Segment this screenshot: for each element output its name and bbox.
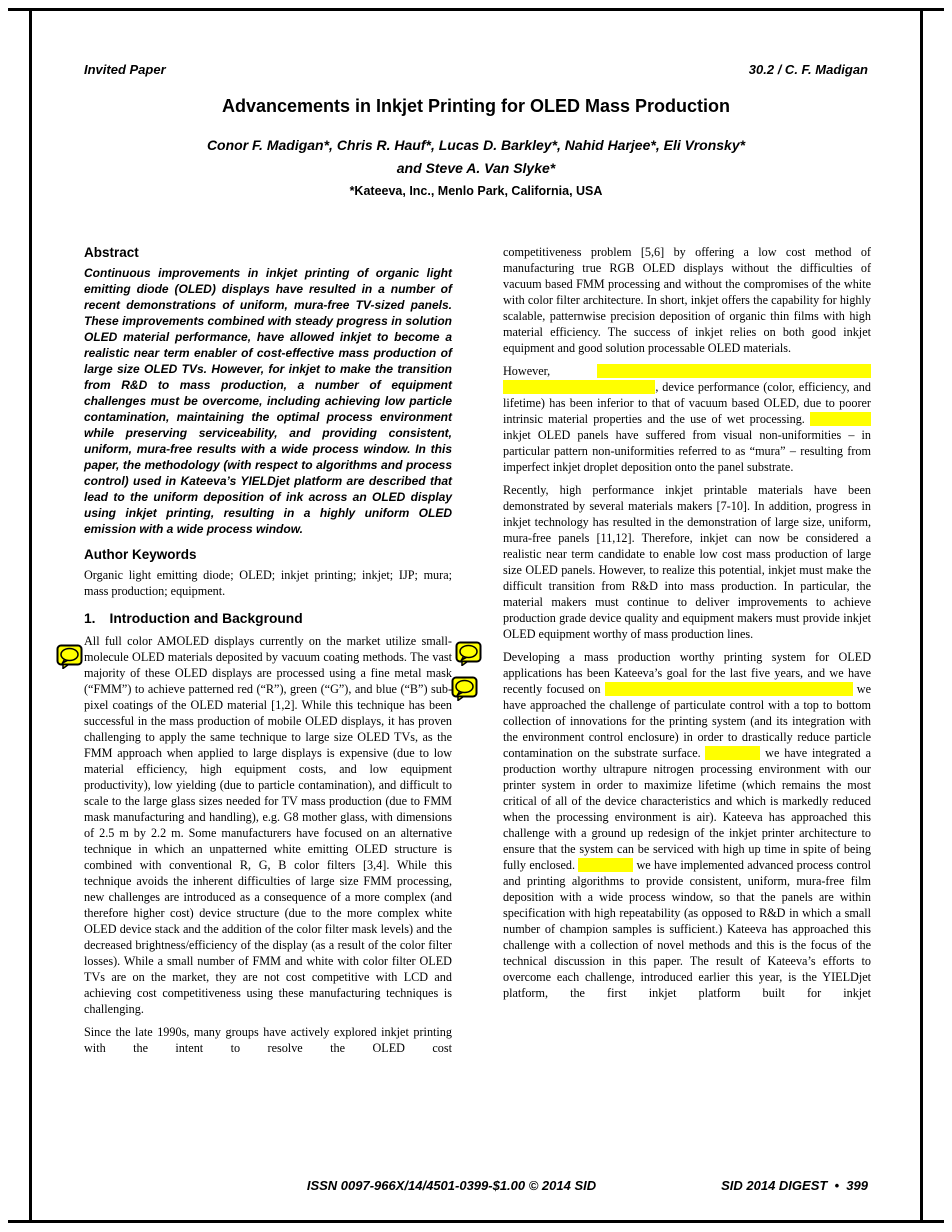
right-column bbox=[503, 244, 871, 1063]
speech-bubble-icon bbox=[56, 644, 83, 669]
page-border-left bbox=[29, 8, 32, 1223]
author-list bbox=[40, 134, 912, 180]
section-1-number: 1. bbox=[84, 611, 96, 626]
footer-page-number: SID 2014 DIGEST • 399 bbox=[721, 1178, 868, 1193]
section-1-title: Introduction and Background bbox=[109, 611, 303, 626]
page-border-bottom bbox=[8, 1220, 944, 1223]
right-paragraph-1: competitiveness problem [5,6] by offering a low cost method of manufacturing true RGB OLED displays without the difficulties of vacuum based FMM processing and without the compromises of the white with color filter architecture. In short, inkjet offers the capability for highly scalable, patternwise precision deposition of organic thin films with high material efficiency. The success of inkjet relies on both good inkjet equipment and good solution processable OLED materials. bbox=[503, 245, 871, 355]
intro-paragraph-1: All full color AMOLED displays currently on the market utilize small-molecule OLED materials deposited by vacuum coating methods. The vast majority of these OLED displays are processed using a fine metal mask (“FMM”) to achieve patterned red (“R”), green (“G”), and blue (“B”) sub-pixel coatings of the OLED material [1,2]. While this technique has been successful in the mass production of mobile OLED displays, it has proven challenging to apply the same technique to large size OLED TVs, as the FMM approach when applied to large displays is expensive (due to low material efficiency, high equipment costs, and low equipment productivity), low yielding (due to particle contamination), and difficult to scale to the large glass sizes needed for TV mass production (due to FMM mask manufacturing and handling), e.g. G8 mother glass, with dimensions of 2.5 m by 2.2 m. Some manufacturers have focused on an alternative technique in which an unpatterned white emitting OLED structure is combined with conventional R, G, B color filters [3,4]. While this technique avoids the inherent difficulties of large size FMM processing, new challenges are introduced as a consequence of a more complex (and therefore higher cost) device structure (due to the more complex white OLED device stack and the addition of the color filter mask levels) and the decreased brightness/efficiency of the display (as a result of the color filter losses). While a small number of FMM and white with color filter OLED TVs are on the market, they are not cost competitive with LCD and achieving cost competitiveness using these manufacturing techniques is challenging. bbox=[84, 634, 452, 1016]
speech-bubble-icon bbox=[451, 676, 478, 701]
comment-annotation[interactable] bbox=[455, 641, 482, 666]
abstract-heading: Abstract bbox=[84, 245, 139, 260]
right-paragraph-3: Recently, high performance inkjet printable materials have been demonstrated by several materials makers [7-10]. In addition, progress in inkjet technology has resulted in the demonstration of large size, uniform, mura-free panels [11,12]. Therefore, inkjet can now be considered a realistic near term candidate to enable low cost mass production of large size OLED panels. However, to realize this potential, inkjet must make the difficult transition from R&D into mass production. In particular, the material makers must continue to deliver improvements to achieve production grade device quality and equipment makers must provide inkjet OLED equipment worthy of mass production lines. bbox=[503, 483, 871, 641]
redacted-highlight[interactable] bbox=[705, 746, 760, 760]
authors-line-2: and Steve A. Van Slyke* bbox=[396, 160, 556, 176]
footer-issn: ISSN 0097-966X/14/4501-0399-$1.00 © 2014 SID bbox=[306, 1178, 597, 1193]
keywords-text: Organic light emitting diode; OLED; inkjet printing; inkjet; IJP; mura; mass production; equipment. bbox=[84, 568, 452, 598]
page-border-top bbox=[8, 8, 944, 11]
header-paper-number: 30.2 / C. F. Madigan bbox=[748, 62, 868, 77]
speech-bubble-icon bbox=[455, 641, 482, 666]
text-run: inkjet OLED panels have suffered from visual non-uniformities – in particular pattern non-uniformities referred to as “mura” – resulting from imperfect inkjet droplet deposition onto the panel substrate. bbox=[503, 428, 871, 474]
right-paragraph-2 bbox=[503, 363, 871, 475]
paper-title: Advancements in Inkjet Printing for OLED Mass Production bbox=[221, 96, 731, 116]
comment-annotation[interactable] bbox=[56, 644, 83, 669]
keywords-heading: Author Keywords bbox=[84, 547, 197, 562]
page-header bbox=[84, 62, 868, 77]
text-run: we have approached the challenge of particulate control with a top to bottom collection of innovations for the printing system (and its integration with the environment control enclosure) in order to drastically reduce particle contamination on the substrate surface. bbox=[503, 682, 871, 760]
text-run: , device performance (color, efficiency, and lifetime) has been inferior to that of vacuum based OLED, due to poorer intrinsic material properties and the use of wet processing. bbox=[503, 380, 871, 426]
comment-annotation[interactable] bbox=[451, 676, 478, 701]
redacted-highlight[interactable] bbox=[605, 682, 853, 696]
text-run: Developing a mass production worthy printing system for OLED applications has been Kateeva’s goal for the last five years, and we have recently focused on bbox=[503, 650, 871, 696]
section-1-heading bbox=[84, 610, 452, 627]
page-border-right bbox=[920, 8, 923, 1223]
redacted-highlight[interactable] bbox=[810, 412, 871, 426]
text-run: we have integrated a production worthy ultrapure nitrogen processing environment with our printer system in order to maximize lifetime (which remains the most critical of all of the device characteristics and which is markedly reduced when the processing environment is air). Kateeva has approached this challenge with a ground up redesign of the inkjet printer architecture to ensure that the system can be serviced with high up time in spite of being fully enclosed. bbox=[503, 746, 871, 872]
abstract-text: Continuous improvements in inkjet printing of organic light emitting diode (OLED) displays have resulted in a number of recent demonstrations of uniform, mura-free TV-sized panels. These improvements combined with steady progress in solution OLED material performance, have allowed inkjet to become a realistic near term enabler of cost-effective mass production of large size OLED TVs. However, for inkjet to make the transition from R&D to mass production, a number of equipment challenges must be overcome, including achieving low particle contamination, maintaining the optimal process environment while preserving serviceability, and providing consistent, uniform, mura-free results with a wide process window. In this paper, the methodology (with respect to algorithms and process control) used in Kateeva’s YIELDjet platform are described that lead to the uniform deposition of ink across an OLED display using inkjet printing, resulting in a highly uniform OLED emission with a wide process window. bbox=[84, 266, 452, 536]
left-column bbox=[84, 244, 452, 1063]
text-run: However, bbox=[503, 364, 597, 378]
affiliation: *Kateeva, Inc., Menlo Park, California, USA bbox=[349, 184, 603, 198]
intro-paragraph-2: Since the late 1990s, many groups have actively explored inkjet printing with the intent to resolve the OLED cost bbox=[84, 1025, 452, 1055]
redacted-highlight[interactable] bbox=[578, 858, 633, 872]
text-run: we have implemented advanced process control and printing algorithms to provide consistent, uniform, mura-free film deposition with a wide process window, so that the panels are within specification with high repeatability (as opposed to R&D in which a small number of champion samples is sufficient.) Kateeva has approached this challenge with a collection of novel methods and this is the focus of the technical discussion in this paper. The result of Kateeva’s efforts to overcome each challenge, introduced earlier this year, is the YIELDjet platform, the first inkjet platform built for inkjet bbox=[503, 858, 871, 1000]
authors-line-1: Conor F. Madigan*, Chris R. Hauf*, Lucas D. Barkley*, Nahid Harjee*, Eli Vronsky* bbox=[206, 137, 746, 153]
right-paragraph-4 bbox=[503, 649, 871, 1001]
header-paper-type: Invited Paper bbox=[84, 62, 166, 77]
